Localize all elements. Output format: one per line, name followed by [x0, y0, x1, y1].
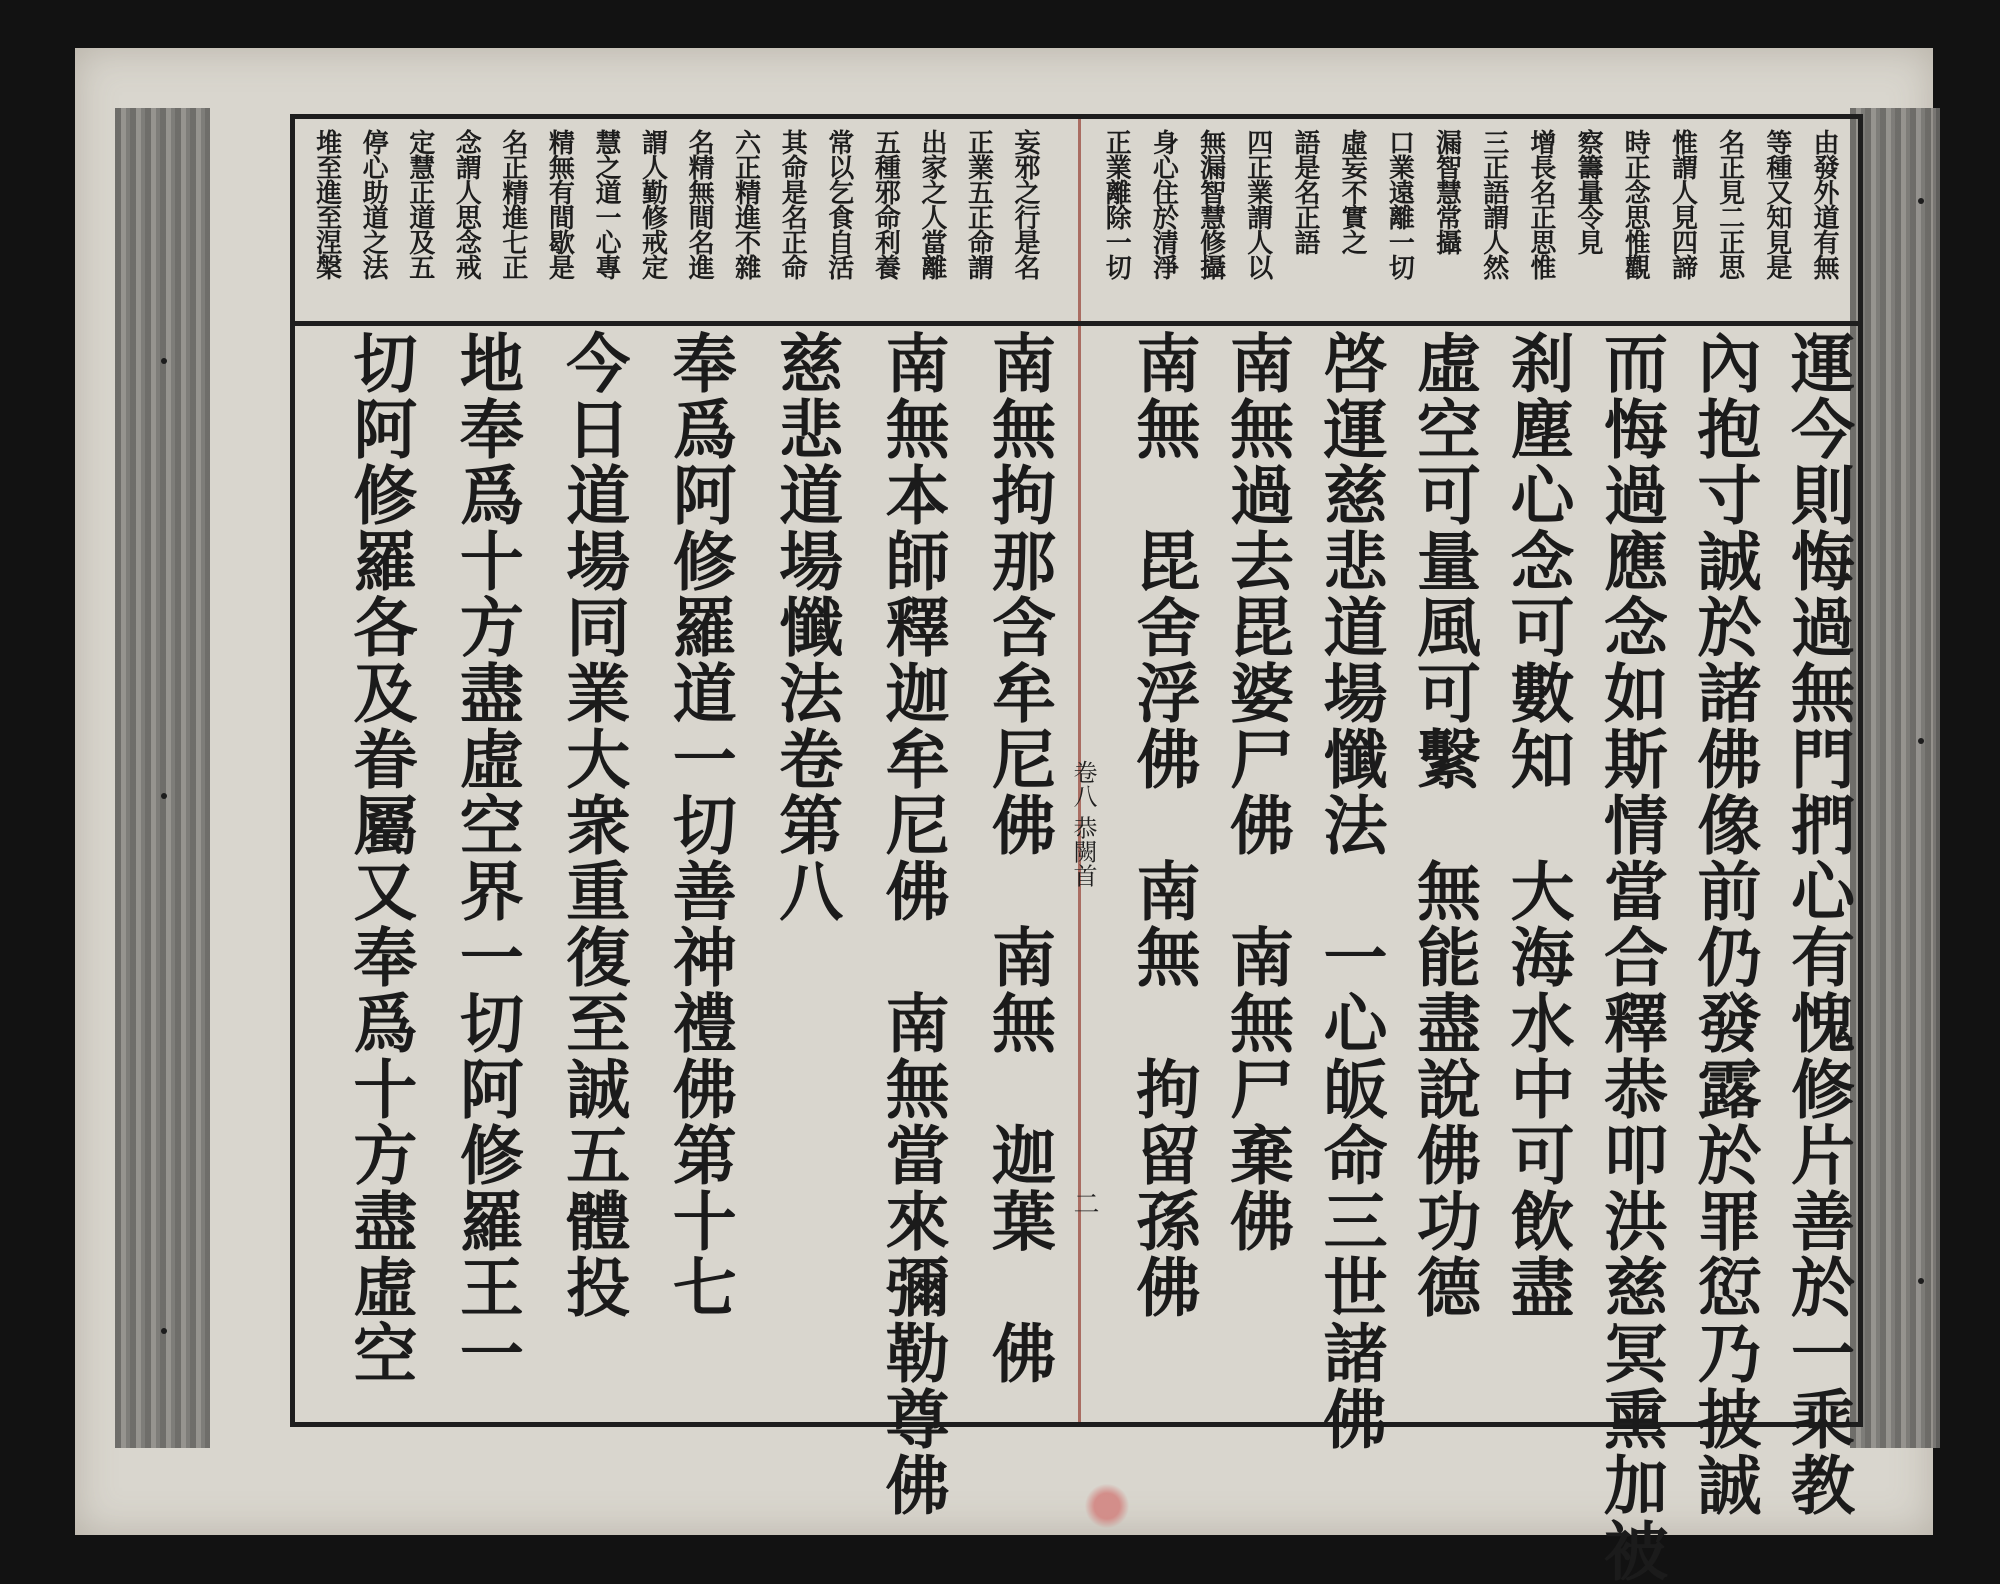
page-number: 二	[1069, 1190, 1099, 1216]
main-text-left	[305, 330, 1056, 1518]
commentary-column: 名精無間名進	[684, 129, 715, 279]
commentary-column: 定慧正道及五	[404, 129, 435, 279]
commentary-left	[303, 129, 1048, 313]
commentary-column: 堆至進至涅槃	[311, 129, 342, 279]
commentary-column: 名正精進七正	[497, 129, 528, 279]
left-rubbed-edge	[115, 108, 210, 1448]
red-seal-mark	[1085, 1483, 1129, 1529]
print-frame	[290, 114, 1863, 1584]
text-column: 南無本師釋迦牟尼佛 南無當來彌勒尊佛	[874, 330, 950, 1518]
commentary-column: 察籌量令見	[1573, 129, 1604, 254]
right-rubbed-edge	[1850, 108, 1940, 1448]
commentary-column: 停心助道之法	[358, 129, 389, 279]
commentary-column: 五種邪命利養	[870, 129, 901, 279]
commentary-column: 精無有間歇是	[544, 129, 575, 279]
commentary-column: 口業遠離一切	[1384, 129, 1415, 279]
commentary-column: 名正見二正思	[1714, 129, 1745, 279]
commentary-column: 出家之人當離	[916, 129, 947, 279]
text-column: 而悔過應念如斯情當合釋恭叩洪慈冥熏加被	[1593, 330, 1668, 1584]
binding-hole	[1918, 1278, 1924, 1284]
text-column: 切阿修羅各及眷屬又奉爲十方盡虛空	[342, 330, 418, 1386]
paper-sheet	[75, 48, 1933, 1584]
binding-hole	[161, 1328, 167, 1334]
commentary-column: 由發外道有無	[1809, 129, 1839, 279]
commentary-column: 等種又知見是	[1761, 129, 1792, 279]
commentary-column: 常以乞食自活	[823, 129, 854, 279]
text-column: 南無 毘舍浮佛 南無 拘留孫佛	[1125, 330, 1201, 1320]
main-text-right	[1101, 330, 1855, 1584]
commentary-column: 語是名正語	[1289, 129, 1320, 254]
text-column: 虛空可量風可繫 無能盡說佛功德	[1406, 330, 1481, 1320]
commentary-column: 四正業謂人以	[1242, 129, 1273, 279]
commentary-column: 慧之道一心專	[590, 129, 621, 279]
commentary-right	[1092, 129, 1847, 313]
text-column: 地奉爲十方盡虛空界一切阿修羅王一	[448, 330, 524, 1386]
text-column: 南無過去毘婆尸佛 南無尸棄佛	[1219, 330, 1294, 1254]
binding-hole	[161, 358, 167, 364]
text-column: 內抱寸誠於諸佛像前仍發露於罪愆乃披誠	[1686, 330, 1762, 1518]
binding-hole	[1918, 198, 1924, 204]
commentary-column: 念謂人思念戒	[451, 129, 482, 279]
commentary-column: 惟謂人見四諦	[1667, 129, 1698, 279]
commentary-column: 三正語謂人然	[1478, 129, 1509, 279]
commentary-column: 妄邪之行是名	[1010, 129, 1040, 279]
text-column: 今日道場同業大衆重復至誠五體投	[555, 330, 631, 1320]
commentary-column: 其命是名正命	[777, 129, 808, 279]
text-column: 運今則悔過無門捫心有愧修片善於一乘教	[1780, 330, 1855, 1518]
commentary-column: 六正精進不雜	[730, 129, 761, 279]
commentary-column: 身心住於清淨	[1148, 129, 1179, 279]
text-column: 慈悲道場懺法卷第八	[768, 330, 844, 924]
text-column: 南無拘那含牟尼佛 南無 迦葉 佛	[980, 330, 1056, 1386]
commentary-column: 增長名正思惟	[1525, 129, 1556, 279]
text-column: 奉爲阿修羅道一切善神禮佛第十七	[661, 330, 737, 1320]
commentary-band	[295, 119, 1858, 326]
commentary-column: 無漏智慧修攝	[1195, 129, 1226, 279]
commentary-column: 謂人勤修戒定	[637, 129, 668, 279]
commentary-column: 虛妄不實之	[1337, 129, 1368, 254]
commentary-column: 漏智慧常攝	[1431, 129, 1462, 254]
volume-caption: 卷八 恭闕首	[1069, 760, 1097, 888]
binding-hole	[161, 793, 167, 799]
text-column: 刹塵心念可數知 大海水中可飲盡	[1499, 330, 1575, 1320]
commentary-column: 時正念思惟觀	[1620, 129, 1651, 279]
text-column: 啓運慈悲道場懺法 一心皈命三世諸佛	[1312, 330, 1388, 1452]
commentary-column: 正業離除一切	[1101, 129, 1132, 279]
binding-hole	[1918, 738, 1924, 744]
center-column	[1060, 330, 1098, 1415]
commentary-column: 正業五正命謂	[963, 129, 994, 279]
